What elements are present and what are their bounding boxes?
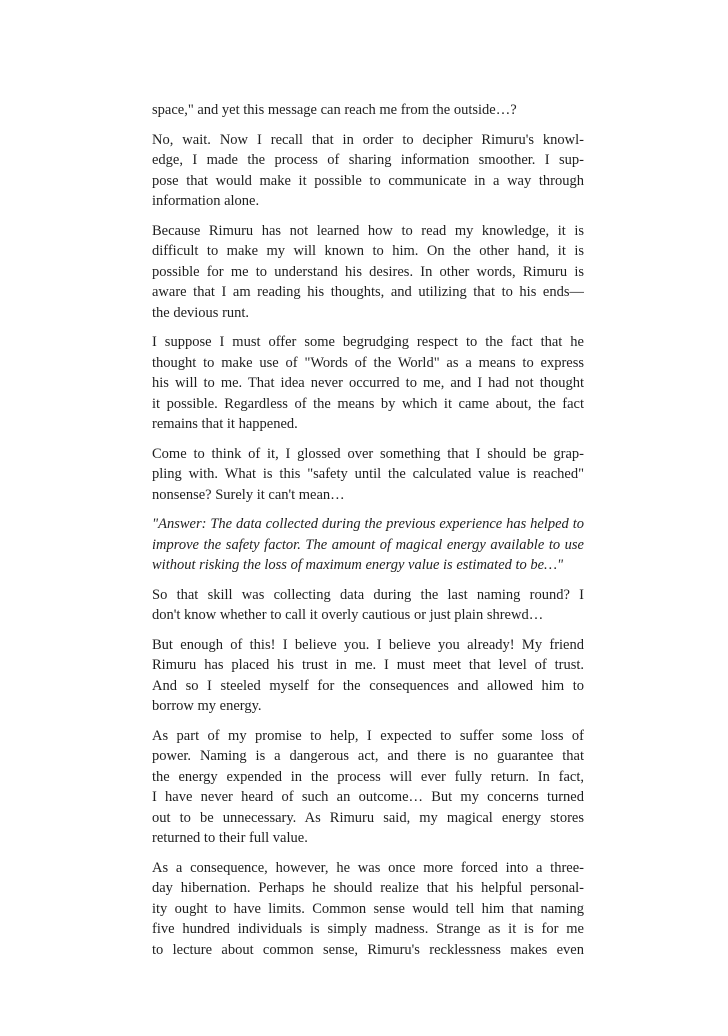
text-line: And so I steeled myself for the consequences and allowed him to: [152, 677, 584, 694]
text-line: the devious runt.: [152, 304, 250, 321]
paragraph: [152, 221, 584, 324]
text-line: nonsense? Surely it can't mean…: [152, 486, 345, 503]
text-line: space," and yet this message can reach me from the outside…?: [152, 102, 517, 118]
text-line: five hundred individuals is simply madness. Strange as it is for me: [152, 921, 584, 937]
text-line: "Answer: The data collected during the previous experience has helped to: [152, 516, 584, 532]
paragraph: [152, 130, 584, 212]
text-line: don't know whether to call it overly cautious or just plain shrewd…: [152, 607, 544, 623]
paragraph: [152, 635, 584, 717]
text-line: I suppose I must offer some begrudging respect to the fact that he: [152, 334, 584, 350]
text-line: to lecture about common sense, Rimuru's recklessness makes even: [152, 941, 584, 958]
text-line: pling with. What is this "safety until the calculated value is reached": [152, 466, 584, 482]
paragraph: [152, 332, 584, 435]
text-line: Come to think of it, I glossed over something that I should be grap-: [152, 445, 584, 462]
text-line: edge, I made the process of sharing information smoother. I sup-: [152, 152, 584, 168]
paragraph: [152, 444, 584, 506]
text-line: out to be unnecessary. As Rimuru said, my magical energy stores: [152, 809, 584, 826]
text-line: pose that would make it possible to communicate in a way through: [152, 172, 584, 189]
text-line: As part of my promise to help, I expected to suffer some loss of: [152, 727, 584, 744]
text-line: it possible. Regardless of the means by which it came about, the fact: [152, 395, 584, 412]
text-line: possible for me to understand his desires. In other words, Rimuru is: [152, 263, 584, 280]
text-line: Rimuru has placed his trust in me. I must meet that level of trust.: [152, 657, 584, 673]
text-line: borrow my energy.: [152, 698, 262, 714]
text-line: returned to their full value.: [152, 830, 308, 846]
paragraph: [152, 726, 584, 849]
paragraph: [152, 100, 584, 121]
paragraph: [152, 858, 584, 961]
text-line: No, wait. Now I recall that in order to decipher Rimuru's knowl-: [152, 131, 584, 148]
text-line: As a consequence, however, he was once more forced into a three-: [152, 859, 584, 876]
text-line: difficult to make my will known to him. On the other hand, it is: [152, 243, 584, 259]
text-line: So that skill was collecting data during the last naming round? I: [152, 586, 584, 603]
text-line: the energy expended in the process will ever fully return. In fact,: [152, 768, 584, 785]
text-line: day hibernation. Perhaps he should realize that his helpful personal-: [152, 880, 584, 896]
page-content: [152, 100, 584, 960]
text-line: his will to me. That idea never occurred to me, and I had not thought: [152, 375, 584, 391]
text-line: power. Naming is a dangerous act, and there is no guarantee that: [152, 748, 584, 764]
paragraph: [152, 585, 584, 626]
text-line: improve the safety factor. The amount of magical energy available to use: [152, 536, 584, 553]
paragraph-quote: [152, 514, 584, 576]
text-line: But enough of this! I believe you. I believe you already! My friend: [152, 636, 584, 653]
text-line: remains that it happened.: [152, 416, 298, 432]
text-line: thought to make use of "Words of the World" as a means to express: [152, 354, 584, 371]
text-line: aware that I am reading his thoughts, and utilizing that to his ends—: [152, 284, 584, 300]
text-line: I have never heard of such an outcome… But my concerns turned: [152, 789, 584, 805]
text-line: ity ought to have limits. Common sense would tell him that naming: [152, 900, 584, 917]
text-line: information alone.: [152, 193, 260, 209]
text-line: Because Rimuru has not learned how to read my knowledge, it is: [152, 222, 584, 239]
text-line: without risking the loss of maximum energy value is estimated to be…": [152, 557, 564, 573]
